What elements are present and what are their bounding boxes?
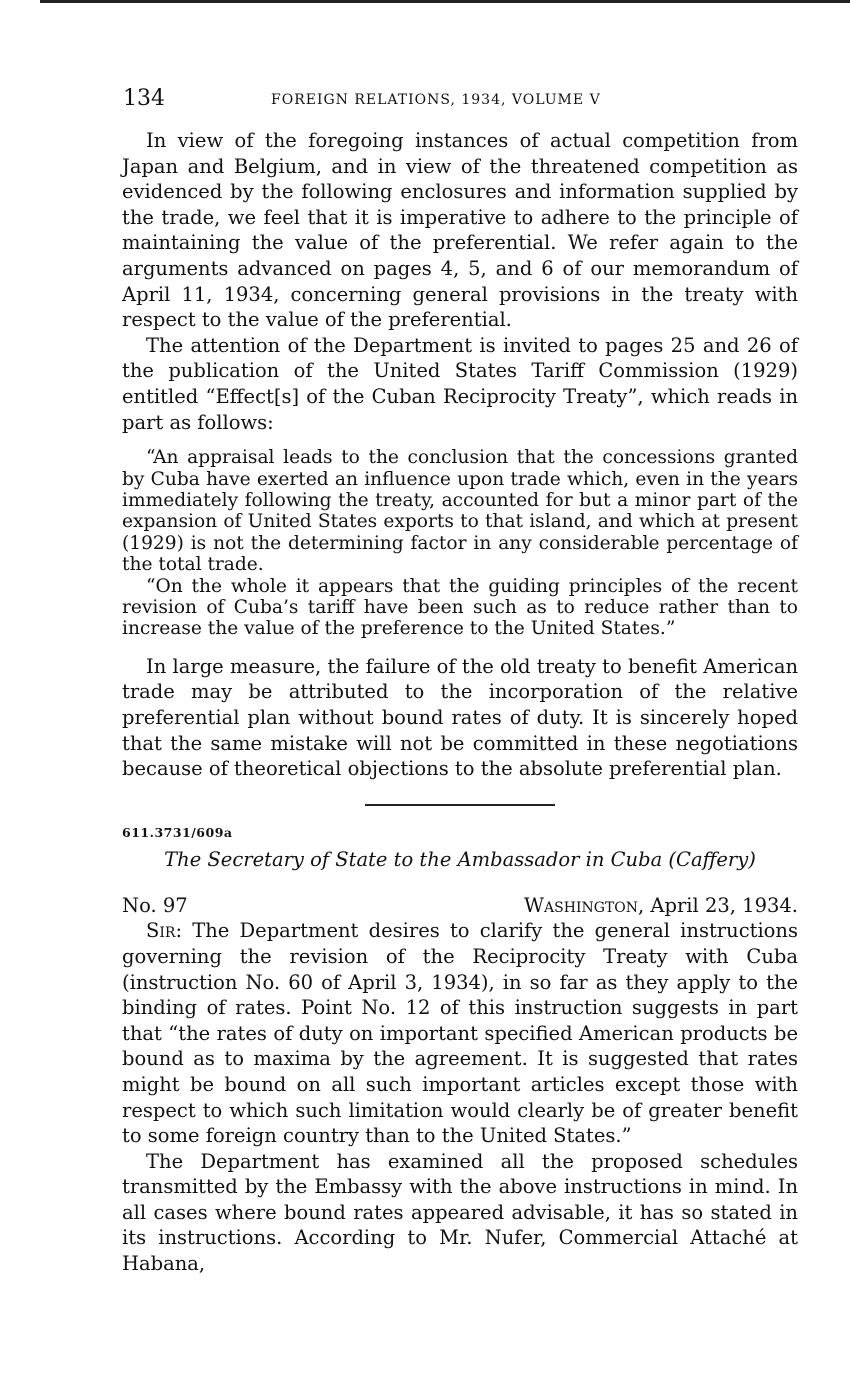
body-paragraph: In view of the foregoing instances of actual competition from Japan and Belgium, and in view of the threatened competition as evidenced by the following enclosures and information supplied by the trade, we feel that it is imperative to adhere to the principle of maintaining the value of the preferential. We refer again to the arguments advanced on pages 4, 5, and 6 of our memorandum of April 11, 1934, concerning general provisions in the treaty with respect to the value of the preferential. xyxy=(122,129,798,332)
document-title: The Secretary of State to the Ambassador in Cuba (Caffery) xyxy=(164,847,756,871)
quote-paragraph: “On the whole it appears that the guiding principles of the recent revision of Cuba’s tariff have been such as to reduce rather than to increase the value of the preference to the United States.” xyxy=(122,575,798,640)
date: , April 23, 1934. xyxy=(638,893,798,917)
letter-paragraph: The Department has examined all the proposed schedules transmitted by the Embassy with the above instructions in mind. In all cases where bound rates appeared advisable, it has so stated in its instructions. According to Mr. Nufer, Commercial Attaché at Habana, xyxy=(122,1149,798,1276)
place-date xyxy=(524,893,798,919)
page-number: 134 xyxy=(123,86,165,111)
quote-paragraph: “An appraisal leads to the conclusion that the concessions granted by Cuba have exerted an influence upon trade which, even in the years immediately following the treaty, accounted for but a minor part of the expansion of United States exports to that island, and which at present (1929) is not the determining factor in any considerable percentage of the total trade. xyxy=(122,447,798,576)
top-border-rule xyxy=(40,0,850,3)
instruction-number: No. 97 xyxy=(122,893,188,917)
running-head: FOREIGN RELATIONS, 1934, VOLUME V xyxy=(271,92,601,108)
salutation: Sir xyxy=(146,919,176,943)
page-content xyxy=(122,128,798,1277)
place: Washington xyxy=(524,893,638,917)
section-divider xyxy=(365,804,555,806)
page-header xyxy=(123,86,723,111)
letter-paragraph xyxy=(122,918,798,1148)
block-quote xyxy=(122,447,798,640)
body-paragraph: The attention of the Department is invited to pages 25 and 26 of the publication of the United States Tariff Commission (1929) entitled “Effect[s] of the Cuban Reciprocity Treaty”, which reads in part as follows: xyxy=(122,333,798,434)
body-paragraph: In large measure, the failure of the old treaty to benefit American trade may be attributed to the incorporation of the relative preferential plan without bound rates of duty. It is sincerely hoped that the same mistake will not be committed in these negotiations because of theoretical objections to the absolute preferential plan. xyxy=(122,654,798,781)
dateline xyxy=(122,893,798,919)
file-number: 611.3731/609a xyxy=(122,824,233,840)
letter-text: : The Department desires to clarify the general instructions governing the revision of the Reciprocity Treaty with Cuba (instruction No. 60 of April 3, 1934), in so far as they apply to the binding of rates. Point No. 12 of this instruction suggests in part that “the rates of duty on important specified American products be bound as to maxima by the agreement. It is suggested that rates might be bound on all such important articles except those with respect to which such limitation would clearly be of greater benefit to some foreign country than to the United States.” xyxy=(122,919,798,1148)
